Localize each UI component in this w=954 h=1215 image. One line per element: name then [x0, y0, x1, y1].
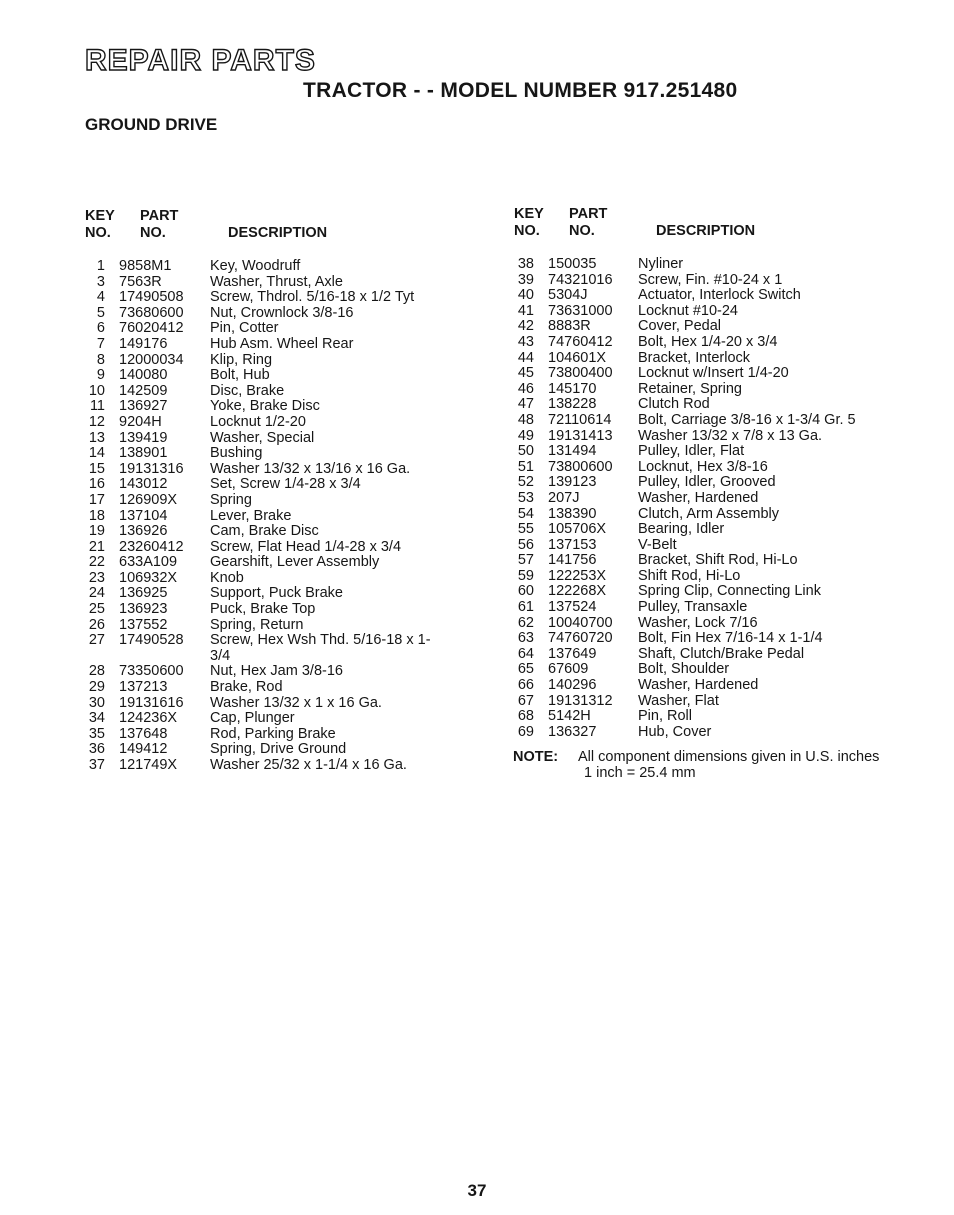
part-number: 137104 — [119, 507, 168, 524]
part-number: 633A109 — [119, 554, 178, 571]
parts-row — [512, 460, 898, 476]
parts-row — [83, 633, 440, 664]
key-number: 59 — [517, 567, 534, 584]
parts-row — [83, 618, 440, 634]
key-number: 69 — [517, 723, 534, 740]
parts-row — [83, 758, 440, 774]
parts-row — [83, 586, 440, 602]
part-number: 104601X — [548, 349, 607, 366]
part-description: Cover, Pedal — [638, 318, 722, 335]
key-number: 67 — [517, 692, 534, 709]
key-number: 60 — [517, 583, 534, 600]
parts-row — [83, 353, 440, 369]
parts-row — [512, 413, 898, 429]
key-number: 19 — [88, 523, 105, 540]
part-description: Washer 13/32 x 13/16 x 16 Ga. — [210, 460, 411, 477]
part-number: 139419 — [119, 429, 168, 446]
key-number: 13 — [88, 429, 105, 446]
part-number: 74760412 — [548, 333, 613, 350]
parts-row — [83, 399, 440, 415]
part-number: 17490508 — [119, 289, 184, 306]
key-number: 38 — [517, 256, 534, 272]
part-description: Shaft, Clutch/Brake Pedal — [638, 645, 805, 662]
parts-row — [83, 727, 440, 743]
part-description: Bearing, Idler — [638, 521, 725, 538]
key-number: 62 — [517, 614, 534, 631]
part-number: 149412 — [119, 741, 168, 758]
key-number: 18 — [88, 507, 105, 524]
part-number: 5304J — [548, 287, 588, 304]
parts-row — [512, 553, 898, 569]
parts-row — [83, 290, 440, 306]
key-number: 27 — [88, 632, 105, 649]
part-number: 137524 — [548, 599, 597, 616]
parts-row — [83, 275, 440, 291]
key-number: 40 — [517, 287, 534, 304]
parts-row — [83, 571, 440, 587]
part-description: Screw, Hex Wsh Thd. 5/16-18 x 1-3/4 — [210, 632, 431, 664]
parts-row — [512, 538, 898, 554]
part-description: Support, Puck Brake — [210, 585, 343, 602]
part-description: Spring, Return — [210, 616, 304, 633]
part-description: Brake, Rod — [210, 679, 283, 696]
part-number: 105706X — [548, 521, 607, 538]
parts-row — [512, 709, 898, 725]
part-number: 141756 — [548, 552, 597, 569]
part-number: 73680600 — [119, 304, 184, 321]
key-number: 22 — [88, 554, 105, 571]
key-number: 42 — [517, 318, 534, 335]
part-number: 137213 — [119, 679, 168, 696]
key-number: 8 — [96, 351, 105, 368]
key-number: 61 — [517, 599, 534, 616]
key-number: 24 — [88, 585, 105, 602]
parts-row — [512, 444, 898, 460]
key-number: 41 — [517, 302, 534, 319]
part-number: 76020412 — [119, 320, 184, 337]
key-number: 9 — [96, 367, 105, 384]
key-number: 5 — [96, 304, 105, 321]
key-number: 43 — [517, 333, 534, 350]
part-number: 149176 — [119, 335, 168, 352]
parts-row — [83, 602, 440, 618]
part-number: 136327 — [548, 723, 597, 740]
part-no-header-left: PART NO. — [140, 208, 179, 241]
parts-row — [512, 678, 898, 694]
parts-row — [83, 493, 440, 509]
part-description: Washer 13/32 x 7/8 x 13 Ga. — [638, 427, 823, 444]
key-number: 37 — [88, 757, 105, 773]
part-number: 137648 — [119, 725, 168, 742]
key-number: 66 — [517, 677, 534, 694]
key-no-header-left: KEY NO. — [85, 208, 115, 241]
part-number: 138901 — [119, 445, 168, 462]
part-number: 17490528 — [119, 632, 184, 649]
key-number: 54 — [517, 505, 534, 522]
parts-row — [512, 257, 898, 273]
part-description: Nyliner — [638, 256, 684, 272]
part-description: Puck, Brake Top — [210, 601, 316, 618]
key-number: 26 — [88, 616, 105, 633]
part-description: Spring — [210, 491, 252, 508]
model-subtitle: TRACTOR - - MODEL NUMBER 917.251480 — [303, 79, 738, 102]
part-description: Clutch, Arm Assembly — [638, 505, 780, 522]
part-description: Washer 13/32 x 1 x 16 Ga. — [210, 694, 382, 711]
part-description: Bolt, Hex 1/4-20 x 3/4 — [638, 333, 778, 350]
key-number: 30 — [88, 694, 105, 711]
part-description: Washer, Thrust, Axle — [210, 273, 343, 290]
parts-row — [512, 725, 898, 741]
parts-row — [512, 662, 898, 678]
part-number: 19131616 — [119, 694, 184, 711]
part-description: Locknut, Hex 3/8-16 — [638, 458, 768, 475]
part-number: 136923 — [119, 601, 168, 618]
key-number: 15 — [88, 460, 105, 477]
part-number: 10040700 — [548, 614, 613, 631]
part-description: Washer, Lock 7/16 — [638, 614, 758, 631]
key-number: 3 — [96, 273, 105, 290]
part-number: 73800600 — [548, 458, 613, 475]
parts-row — [512, 616, 898, 632]
part-description: Locknut w/Insert 1/4-20 — [638, 365, 789, 382]
part-number: 143012 — [119, 476, 168, 493]
parts-row — [512, 366, 898, 382]
part-description: Knob — [210, 569, 244, 586]
part-number: 73350600 — [119, 663, 184, 680]
part-number: 19131413 — [548, 427, 613, 444]
part-description: Hub, Cover — [638, 723, 712, 740]
key-number: 11 — [89, 398, 105, 415]
description-header-left: DESCRIPTION — [228, 225, 328, 241]
part-number: 122253X — [548, 567, 607, 584]
part-number: 9858M1 — [119, 258, 172, 274]
part-description: Screw, Flat Head 1/4-28 x 3/4 — [210, 538, 402, 555]
part-number: 12000034 — [119, 351, 184, 368]
part-number: 139123 — [548, 474, 597, 491]
part-description: Bolt, Carriage 3/8-16 x 1-3/4 Gr. 5 — [638, 411, 856, 428]
part-description: Nut, Hex Jam 3/8-16 — [210, 663, 343, 680]
key-number: 52 — [517, 474, 534, 491]
part-number: 72110614 — [548, 411, 612, 428]
part-description: Washer, Hardened — [638, 677, 759, 694]
part-number: 19131316 — [119, 460, 184, 477]
parts-row — [83, 431, 440, 447]
part-description: Pulley, Idler, Grooved — [638, 474, 776, 491]
part-number: 106932X — [119, 569, 178, 586]
parts-row — [83, 259, 440, 275]
part-number: 7563R — [119, 273, 162, 290]
parts-row — [512, 647, 898, 663]
parts-row — [83, 540, 440, 556]
key-number: 45 — [517, 365, 534, 382]
parts-row — [83, 742, 440, 758]
part-description: Hub Asm. Wheel Rear — [210, 335, 354, 352]
part-number: 207J — [548, 489, 580, 506]
part-number: 136927 — [119, 398, 168, 415]
part-description: Locknut #10-24 — [638, 302, 738, 319]
part-number: 9204H — [119, 413, 162, 430]
part-number: 137153 — [548, 536, 597, 553]
part-description: Washer, Flat — [638, 692, 719, 709]
part-number: 67609 — [548, 661, 589, 678]
parts-row — [512, 397, 898, 413]
part-number: 136925 — [119, 585, 168, 602]
parts-row — [512, 507, 898, 523]
part-number: 19131312 — [548, 692, 613, 709]
parts-row — [83, 711, 440, 727]
part-number: 73631000 — [548, 302, 613, 319]
dimensions-note — [513, 749, 879, 781]
key-number: 25 — [88, 601, 105, 618]
parts-row — [512, 335, 898, 351]
parts-row — [512, 429, 898, 445]
parts-list-right — [512, 257, 898, 740]
part-number: 124236X — [119, 710, 178, 727]
parts-row — [83, 524, 440, 540]
part-number: 140080 — [119, 367, 168, 384]
parts-row — [512, 600, 898, 616]
part-description: Yoke, Brake Disc — [210, 398, 320, 415]
key-number: 63 — [517, 630, 534, 647]
parts-row — [83, 555, 440, 571]
part-number: 140296 — [548, 677, 597, 694]
key-number: 1 — [96, 258, 105, 274]
parts-row — [512, 382, 898, 398]
part-description: Bolt, Fin Hex 7/16-14 x 1-1/4 — [638, 630, 823, 647]
part-description: V-Belt — [638, 536, 677, 553]
part-description: Disc, Brake — [210, 382, 285, 399]
part-number: 137552 — [119, 616, 168, 633]
key-number: 50 — [517, 443, 534, 460]
key-number: 36 — [88, 741, 105, 758]
part-number: 136926 — [119, 523, 168, 540]
key-number: 12 — [88, 413, 105, 430]
part-description: Pin, Roll — [638, 708, 692, 725]
parts-row — [512, 319, 898, 335]
part-number: 74321016 — [548, 271, 613, 288]
key-number: 47 — [517, 396, 534, 413]
key-number: 6 — [96, 320, 105, 337]
parts-row — [83, 368, 440, 384]
parts-row — [83, 696, 440, 712]
key-number: 34 — [88, 710, 105, 727]
part-description: Klip, Ring — [210, 351, 273, 368]
parts-row — [512, 569, 898, 585]
key-number: 46 — [517, 380, 534, 397]
key-number: 48 — [517, 411, 534, 428]
key-number: 35 — [88, 725, 105, 742]
part-number: 138228 — [548, 396, 597, 413]
parts-row — [512, 475, 898, 491]
key-number: 51 — [517, 458, 534, 475]
part-description: Spring Clip, Connecting Link — [638, 583, 821, 600]
part-description: Nut, Crownlock 3/8-16 — [210, 304, 354, 321]
part-description: Bracket, Shift Rod, Hi-Lo — [638, 552, 798, 569]
part-description: Spring, Drive Ground — [210, 741, 347, 758]
parts-row — [83, 477, 440, 493]
parts-row — [512, 584, 898, 600]
key-number: 55 — [517, 521, 534, 538]
page-title: REPAIR PARTS — [85, 44, 316, 77]
part-description: Cam, Brake Disc — [210, 523, 319, 540]
part-number: 23260412 — [119, 538, 184, 555]
part-description: Shift Rod, Hi-Lo — [638, 567, 741, 584]
parts-row — [83, 462, 440, 478]
note-conversion: 1 inch = 25.4 mm — [584, 765, 696, 781]
part-number: 5142H — [548, 708, 591, 725]
note-text: All component dimensions given in U.S. inches — [578, 749, 880, 765]
parts-row — [512, 631, 898, 647]
part-description: Pin, Cotter — [210, 320, 279, 337]
note-label: NOTE: — [513, 749, 559, 765]
part-number: 8883R — [548, 318, 591, 335]
part-description: Bushing — [210, 445, 263, 462]
part-description: Rod, Parking Brake — [210, 725, 336, 742]
part-description: Set, Screw 1/4-28 x 3/4 — [210, 476, 361, 493]
key-number: 4 — [96, 289, 105, 306]
parts-row — [83, 306, 440, 322]
part-description: Screw, Fin. #10-24 x 1 — [638, 271, 783, 288]
part-number: 74760720 — [548, 630, 613, 647]
parts-row — [83, 415, 440, 431]
description-header-right: DESCRIPTION — [656, 223, 756, 239]
key-no-header-right: KEY NO. — [514, 206, 544, 239]
part-description: Pulley, Idler, Flat — [638, 443, 745, 460]
parts-row — [83, 321, 440, 337]
part-number: 121749X — [119, 757, 178, 773]
part-number: 142509 — [119, 382, 168, 399]
key-number: 17 — [88, 491, 105, 508]
key-number: 14 — [88, 445, 105, 462]
part-number: 126909X — [119, 491, 178, 508]
key-number: 64 — [517, 645, 534, 662]
key-number: 53 — [517, 489, 534, 506]
section-heading: GROUND DRIVE — [85, 115, 218, 134]
parts-row — [512, 522, 898, 538]
parts-row — [83, 446, 440, 462]
key-number: 21 — [88, 538, 105, 555]
parts-row — [512, 288, 898, 304]
parts-row — [83, 680, 440, 696]
key-number: 7 — [96, 335, 105, 352]
key-number: 16 — [88, 476, 105, 493]
part-description: Bolt, Hub — [210, 367, 270, 384]
part-description: Screw, Thdrol. 5/16-18 x 1/2 Tyt — [210, 289, 415, 306]
parts-row — [512, 491, 898, 507]
part-description: Washer, Hardened — [638, 489, 759, 506]
parts-row — [512, 694, 898, 710]
page-number: 37 — [467, 1181, 487, 1200]
part-description: Bolt, Shoulder — [638, 661, 730, 678]
parts-row — [512, 351, 898, 367]
part-number: 137649 — [548, 645, 597, 662]
part-number: 122268X — [548, 583, 607, 600]
part-description: Washer, Special — [210, 429, 315, 446]
key-number: 29 — [88, 679, 105, 696]
part-description: Bracket, Interlock — [638, 349, 751, 366]
part-description: Retainer, Spring — [638, 380, 742, 397]
part-number: 131494 — [548, 443, 597, 460]
parts-list-left — [83, 259, 440, 774]
part-description: Lever, Brake — [210, 507, 292, 524]
part-description: Key, Woodruff — [210, 258, 301, 274]
part-description: Clutch Rod — [638, 396, 710, 413]
part-description: Pulley, Transaxle — [638, 599, 748, 616]
parts-row — [83, 509, 440, 525]
key-number: 28 — [88, 663, 105, 680]
part-number: 145170 — [548, 380, 597, 397]
part-number: 73800400 — [548, 365, 613, 382]
part-number: 138390 — [548, 505, 597, 522]
part-description: Cap, Plunger — [210, 710, 295, 727]
parts-row — [83, 337, 440, 353]
key-number: 23 — [88, 569, 105, 586]
part-description: Locknut 1/2-20 — [210, 413, 306, 430]
key-number: 65 — [517, 661, 534, 678]
parts-row — [512, 273, 898, 289]
parts-row — [83, 384, 440, 400]
key-number: 44 — [517, 349, 534, 366]
parts-row — [512, 304, 898, 320]
key-number: 49 — [517, 427, 534, 444]
parts-row — [83, 664, 440, 680]
key-number: 57 — [517, 552, 534, 569]
part-description: Actuator, Interlock Switch — [638, 287, 801, 304]
key-number: 68 — [517, 708, 534, 725]
key-number: 10 — [88, 382, 105, 399]
part-number: 150035 — [548, 256, 597, 272]
part-no-header-right: PART NO. — [569, 206, 608, 239]
key-number: 39 — [517, 271, 534, 288]
key-number: 56 — [517, 536, 534, 553]
part-description: Gearshift, Lever Assembly — [210, 554, 380, 571]
part-description: Washer 25/32 x 1-1/4 x 16 Ga. — [210, 757, 407, 773]
